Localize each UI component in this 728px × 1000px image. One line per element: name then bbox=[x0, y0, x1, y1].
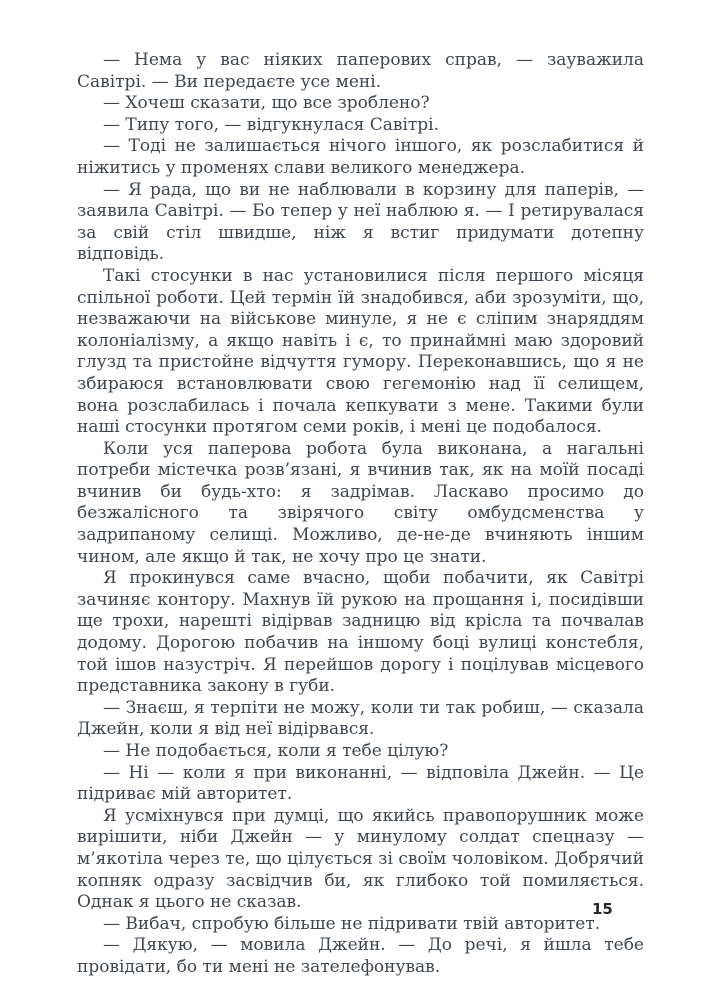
paragraph-dialogue: — Вибач, спробую більше не підривати твій авторитет. bbox=[103, 913, 601, 934]
paragraph-dialogue: — Нема у вас ніяких паперових справ, — зауважила Савітрі. — Ви передаєте усе мені. bbox=[77, 50, 644, 92]
paragraph-dialogue: — Дякую, — мовила Джейн. — До речі, я йшла тебе провідати, бо ти мені не зателефонував. bbox=[77, 935, 644, 977]
paragraph-narrative: Такі стосунки в нас установилися після першого місяця спільної роботи. Цей термін їй знадобився, аби зрозуміти, що, незважаючи на військове минуле, я не є сліпим знаряддям колоніалізму, а якщо навіть і є, то принаймні маю здоровий глузд та пристойне відчуття гумору. Переконавшись, що я не збираюся встановлювати свою гегемонію над її селищем, вона розслабилась і почала кепкувати з мене. Такими були наші стосунки протягом семи років, і мені це подобалося. bbox=[77, 265, 644, 438]
paragraph-narrative: Я прокинувся саме вчасно, щоби побачити, як Савітрі зачиняє контору. Махнув їй рукою на прощання і, посидівши ще трохи, нарешті відірвав задницю від крісла та почвалав додому. Дорогою побачив на іншому боці вулиці констебля, той ішов назустріч. Я перейшов дорогу і поцілував місцевого представника закону в губи. bbox=[77, 568, 644, 697]
page-number: 15 bbox=[592, 900, 613, 918]
paragraph-dialogue: — Не подобається, коли я тебе цілую? bbox=[103, 741, 449, 761]
text-block bbox=[77, 50, 644, 979]
paragraph-dialogue: — Хочеш сказати, що все зроблено? bbox=[103, 93, 430, 114]
paragraph-dialogue: — Тоді не залишається нічого іншого, як розслабитися й ніжитись у променях слави великого менеджера. bbox=[77, 136, 644, 178]
paragraph-dialogue: — Ні — коли я при виконанні, — відповіла Джейн. — Це підриває мій авторитет. bbox=[77, 762, 644, 805]
paragraph-dialogue: — Я рада, що ви не наблювали в корзину для паперів, — заявила Савітрі. — Бо тепер у неї наблюю я. — І ретирувалася за свій стіл швидше, ніж я встиг придумати дотепну відповідь. bbox=[77, 179, 644, 265]
paragraph-dialogue: — Типу того, — відгукнулася Савітрі. bbox=[103, 114, 440, 135]
paragraph-dialogue: — Знаєш, я терпіти не можу, коли ти так робиш, — сказала Джейн, коли я від неї відірвався. bbox=[77, 697, 644, 740]
paragraph-narrative: Коли уся паперова робота була виконана, а нагальні потреби містечка розв’язані, я вчинив так, як на моїй посаді вчинив би будь-хто: я задрімав. Ласкаво просимо до безжалісного та звірячого світу омбудсменства у задрипаному селищі. Можливо, де-не-де вчиняють іншим чином, але якщо й так, не хочу про це знати. bbox=[77, 438, 644, 567]
paragraph-narrative: Я усміхнувся при думці, що якийсь правопорушник може вирішити, ніби Джейн — у минулому солдат спецназу — м’якотіла через те, що цілується зі своїм чоловіком. Добрячий копняк одразу засвідчив би, як глибоко той помиляється. Однак я цього не сказав. bbox=[77, 805, 644, 913]
